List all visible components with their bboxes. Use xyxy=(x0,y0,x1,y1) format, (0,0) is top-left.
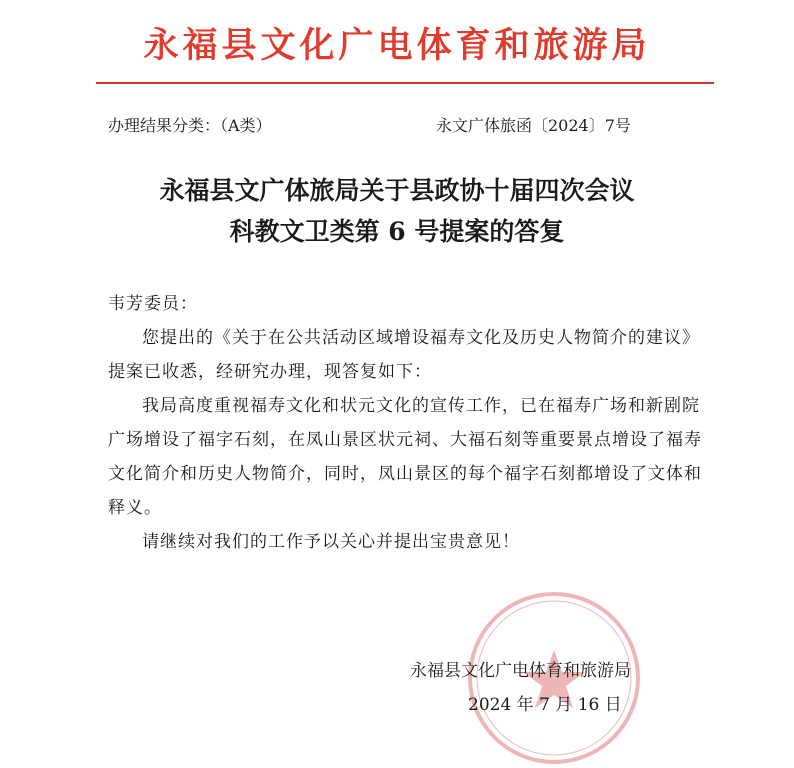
letterhead-divider xyxy=(96,82,714,84)
document-title xyxy=(0,170,794,252)
letterhead-title: 永福县文化广电体育和旅游局 xyxy=(143,26,651,66)
signature-block xyxy=(410,654,631,722)
paragraph-2: 我局高度重视福寿文化和状元文化的宣传工作，已在福寿广场和新剧院广场增设了福字石刻，在凤山景区状元祠、大福石刻等重要景点增设了福寿文化简介和历史人物简介，同时，凤山景区的每个福字石刻都增设了文体和释义。 xyxy=(108,396,702,518)
document-number: 永文广体旅函〔2024〕7号 xyxy=(436,116,631,135)
document-title-line-1: 永福县文广体旅局关于县政协十届四次会议 xyxy=(159,176,635,205)
signature-date: 2024 年 7 月 16 日 xyxy=(468,695,622,715)
document-title-line-2: 科教文卫类第 6 号提案的答复 xyxy=(229,217,565,246)
document-body xyxy=(108,287,710,559)
salutation: 韦芳委员： xyxy=(108,294,198,314)
paragraph-1: 您提出的《关于在公共活动区域增设福寿文化及历史人物简介的建议》提案已收悉，经研究办理，现答复如下： xyxy=(108,328,700,382)
paragraph-3: 请继续对我们的工作予以关心并提出宝贵意见！ xyxy=(142,532,520,552)
signature-org: 永福县文化广电体育和旅游局 xyxy=(410,661,631,681)
result-category: 办理结果分类：（A类） xyxy=(108,116,272,135)
